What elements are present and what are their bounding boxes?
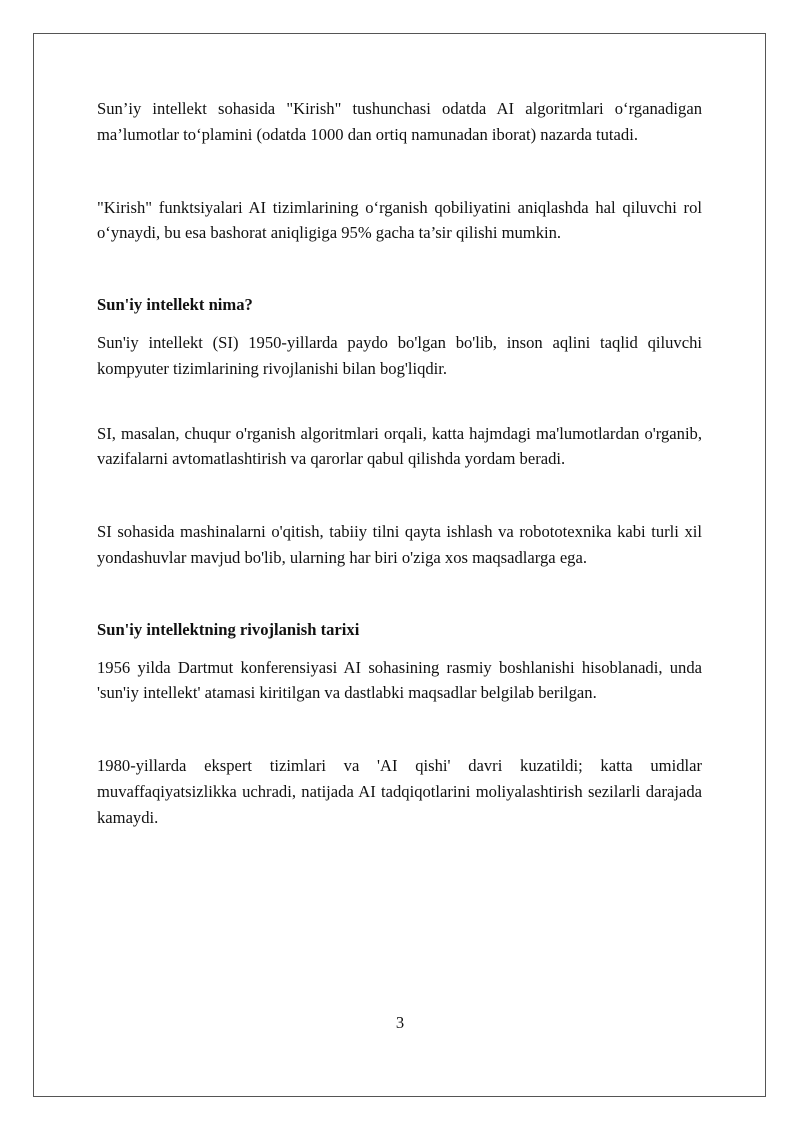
paragraph-ai-winter-1980s: 1980-yillarda ekspert tizimlari va 'AI qishi' davri kuzatildi; katta umidlar muvaffaqiyatsizlikka uchradi, natijada AI tadqiqotlarini moliyalashtirish sezilarli darajada kamaydi. bbox=[97, 756, 702, 827]
paragraph-dartmouth-1956: 1956 yilda Dartmut konferensiyasi AI sohasining rasmiy boshlanishi hisoblanadi, unda 'sun'iy intellekt' atamasi kiritilgan va dastlabki maqsadlar belgilab berilgan. bbox=[97, 657, 702, 703]
section-heading-ai-history: Sun'iy intellektning rivojlanish tarixi bbox=[97, 619, 360, 639]
paragraph-ai-approaches: SI sohasida mashinalarni o'qitish, tabiiy tilni qayta ishlash va robototexnika kabi turli xil yondashuvlar mavjud bo'lib, ularning har biri o'ziga xos maqsadlarga ega. bbox=[97, 522, 702, 567]
paragraph-intro-kirish: Sun’iy intellekt sohasida "Kirish" tushunchasi odatda AI algoritmlari o‘rganadigan ma’lumotlar to‘plamini (odatda 1000 dan ortiq namunadan iborat) nazarda tutadi. bbox=[97, 99, 702, 144]
page-number: 3 bbox=[395, 1013, 405, 1032]
paragraph-ai-deep-learning: SI, masalan, chuqur o'rganish algoritmlari orqali, katta hajmdagi ma'lumotlardan o'rganib, vazifalarni avtomatlashtirish va qarorlar qabul qilishda yordam beradi. bbox=[97, 423, 702, 469]
document-body bbox=[97, 96, 702, 831]
section-heading-what-is-ai: Sun'iy intellekt nima? bbox=[97, 295, 253, 315]
paragraph-ai-definition: Sun'iy intellekt (SI) 1950-yillarda paydo bo'lgan bo'lib, inson aqlini taqlid qiluvchi kompyuter tizimlarining rivojlanishi bilan bog'liqdir. bbox=[97, 332, 702, 378]
paragraph-kirish-functions: "Kirish" funktsiyalari AI tizimlarining o‘rganish qobiliyatini aniqlashda hal qiluvchi rol o‘ynaydi, bu esa bashorat aniqligiga 95% gacha ta’sir qilishi mumkin. bbox=[97, 197, 702, 243]
